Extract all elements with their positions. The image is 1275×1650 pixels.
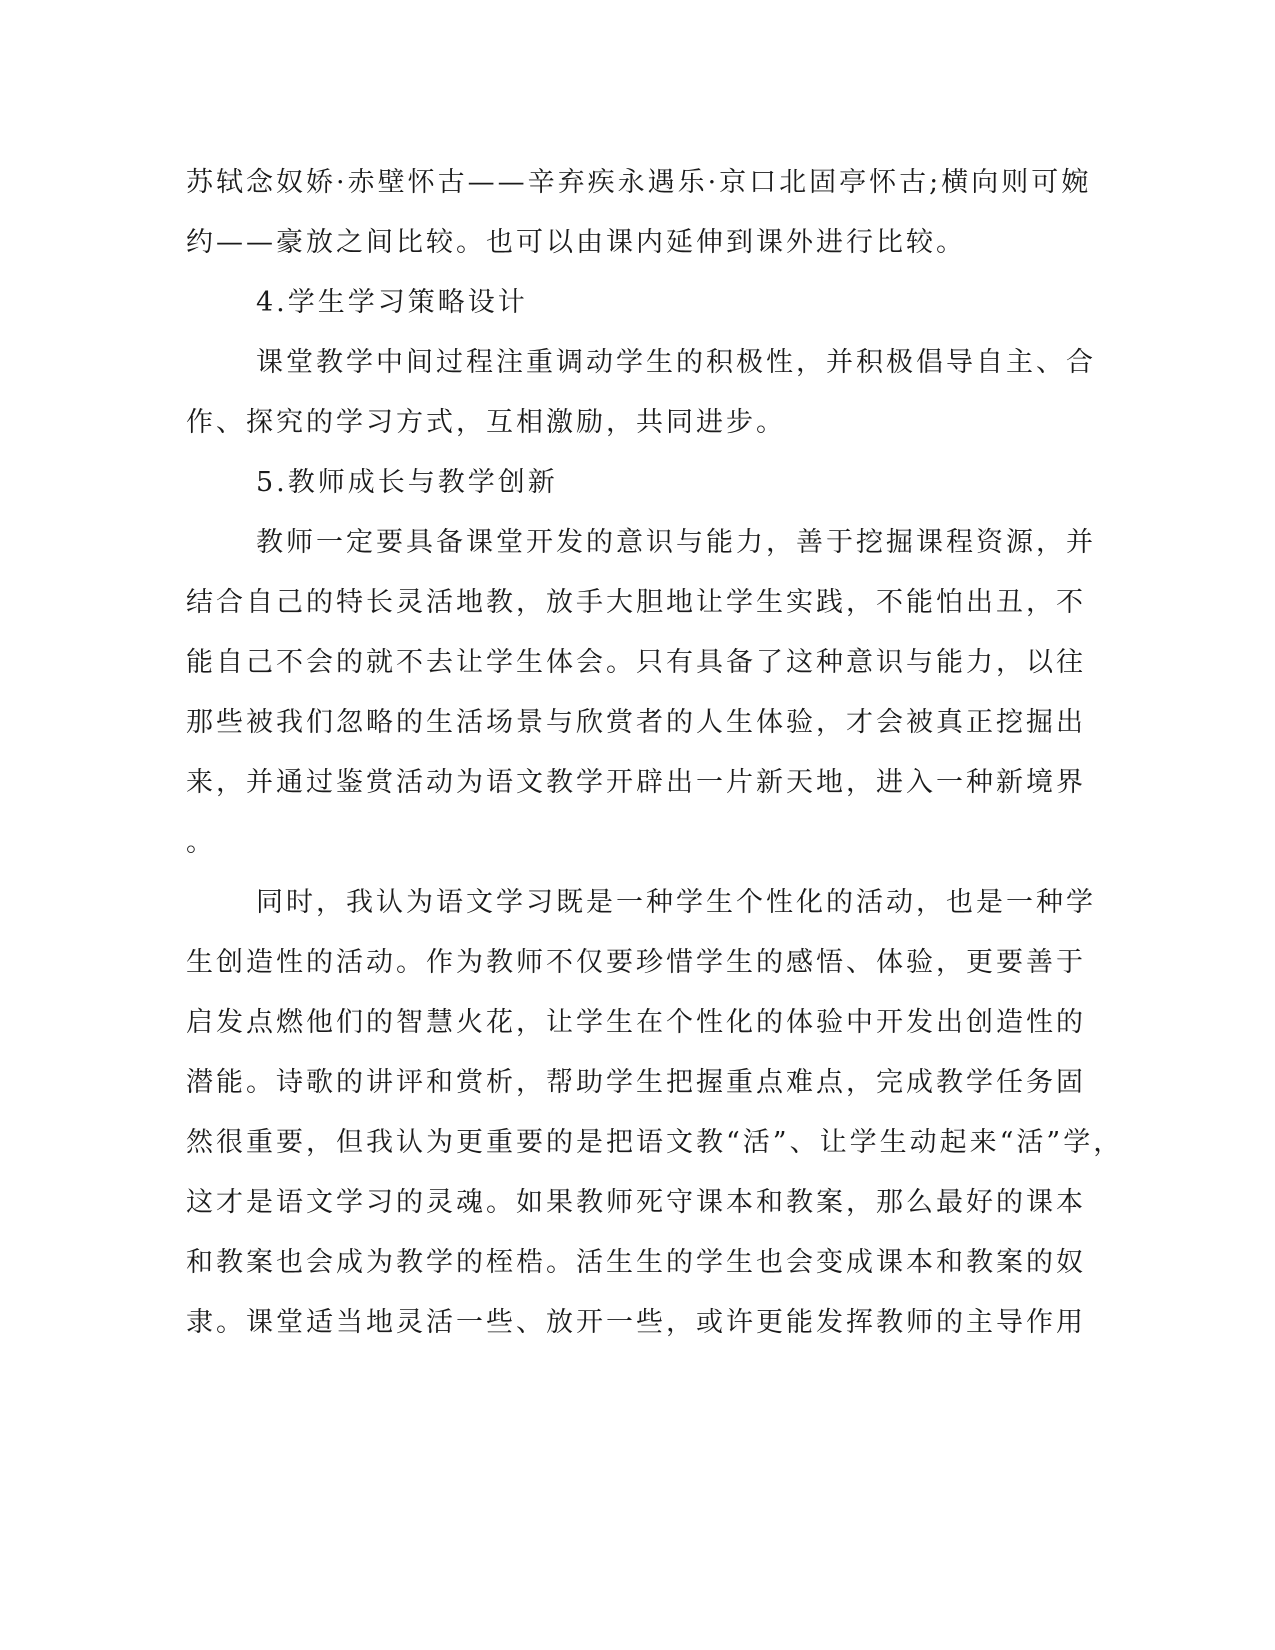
text-line: 来，并通过鉴赏活动为语文教学开辟出一片新天地，进入一种新境界 <box>186 767 1086 798</box>
text-line: 和教案也会成为教学的桎梏。活生生的学生也会变成课本和教案的奴 <box>186 1247 1086 1278</box>
text-line: 生创造性的活动。作为教师不仅要珍惜学生的感悟、体验，更要善于 <box>186 947 1086 978</box>
text-line: 作、探究的学习方式，互相激励，共同进步。 <box>186 407 786 438</box>
text-line: 能自己不会的就不去让学生体会。只有具备了这种意识与能力，以往 <box>186 647 1086 678</box>
text-line: 结合自己的特长灵活地教，放手大胆地让学生实践，不能怕出丑，不 <box>186 587 1086 618</box>
text-line: 隶。课堂适当地灵活一些、放开一些，或许更能发挥教师的主导作用 <box>186 1307 1086 1338</box>
text-line: 然很重要，但我认为更重要的是把语文教“活”、让学生动起来“活”学， <box>186 1127 1124 1158</box>
text-line: 约——豪放之间比较。也可以由课内延伸到课外进行比较。 <box>186 227 966 258</box>
text-line: 教师一定要具备课堂开发的意识与能力，善于挖掘课程资源，并 <box>256 527 1096 558</box>
text-line: 。 <box>186 827 216 858</box>
section-heading: 5.教师成长与教学创新 <box>256 467 558 498</box>
section-heading: 4.学生学习策略设计 <box>256 287 528 318</box>
text-line: 启发点燃他们的智慧火花，让学生在个性化的体验中开发出创造性的 <box>186 1007 1086 1038</box>
body-text <box>186 153 1124 1353</box>
text-line: 这才是语文学习的灵魂。如果教师死守课本和教案，那么最好的课本 <box>186 1187 1086 1218</box>
text-line: 苏轼念奴娇·赤壁怀古——辛弃疾永遇乐·京口北固亭怀古;横向则可婉 <box>186 167 1092 198</box>
text-line: 同时，我认为语文学习既是一种学生个性化的活动，也是一种学 <box>256 887 1096 918</box>
text-line: 那些被我们忽略的生活场景与欣赏者的人生体验，才会被真正挖掘出 <box>186 707 1086 738</box>
text-line: 潜能。诗歌的讲评和赏析，帮助学生把握重点难点，完成教学任务固 <box>186 1067 1086 1098</box>
text-line: 课堂教学中间过程注重调动学生的积极性，并积极倡导自主、合 <box>256 347 1096 378</box>
